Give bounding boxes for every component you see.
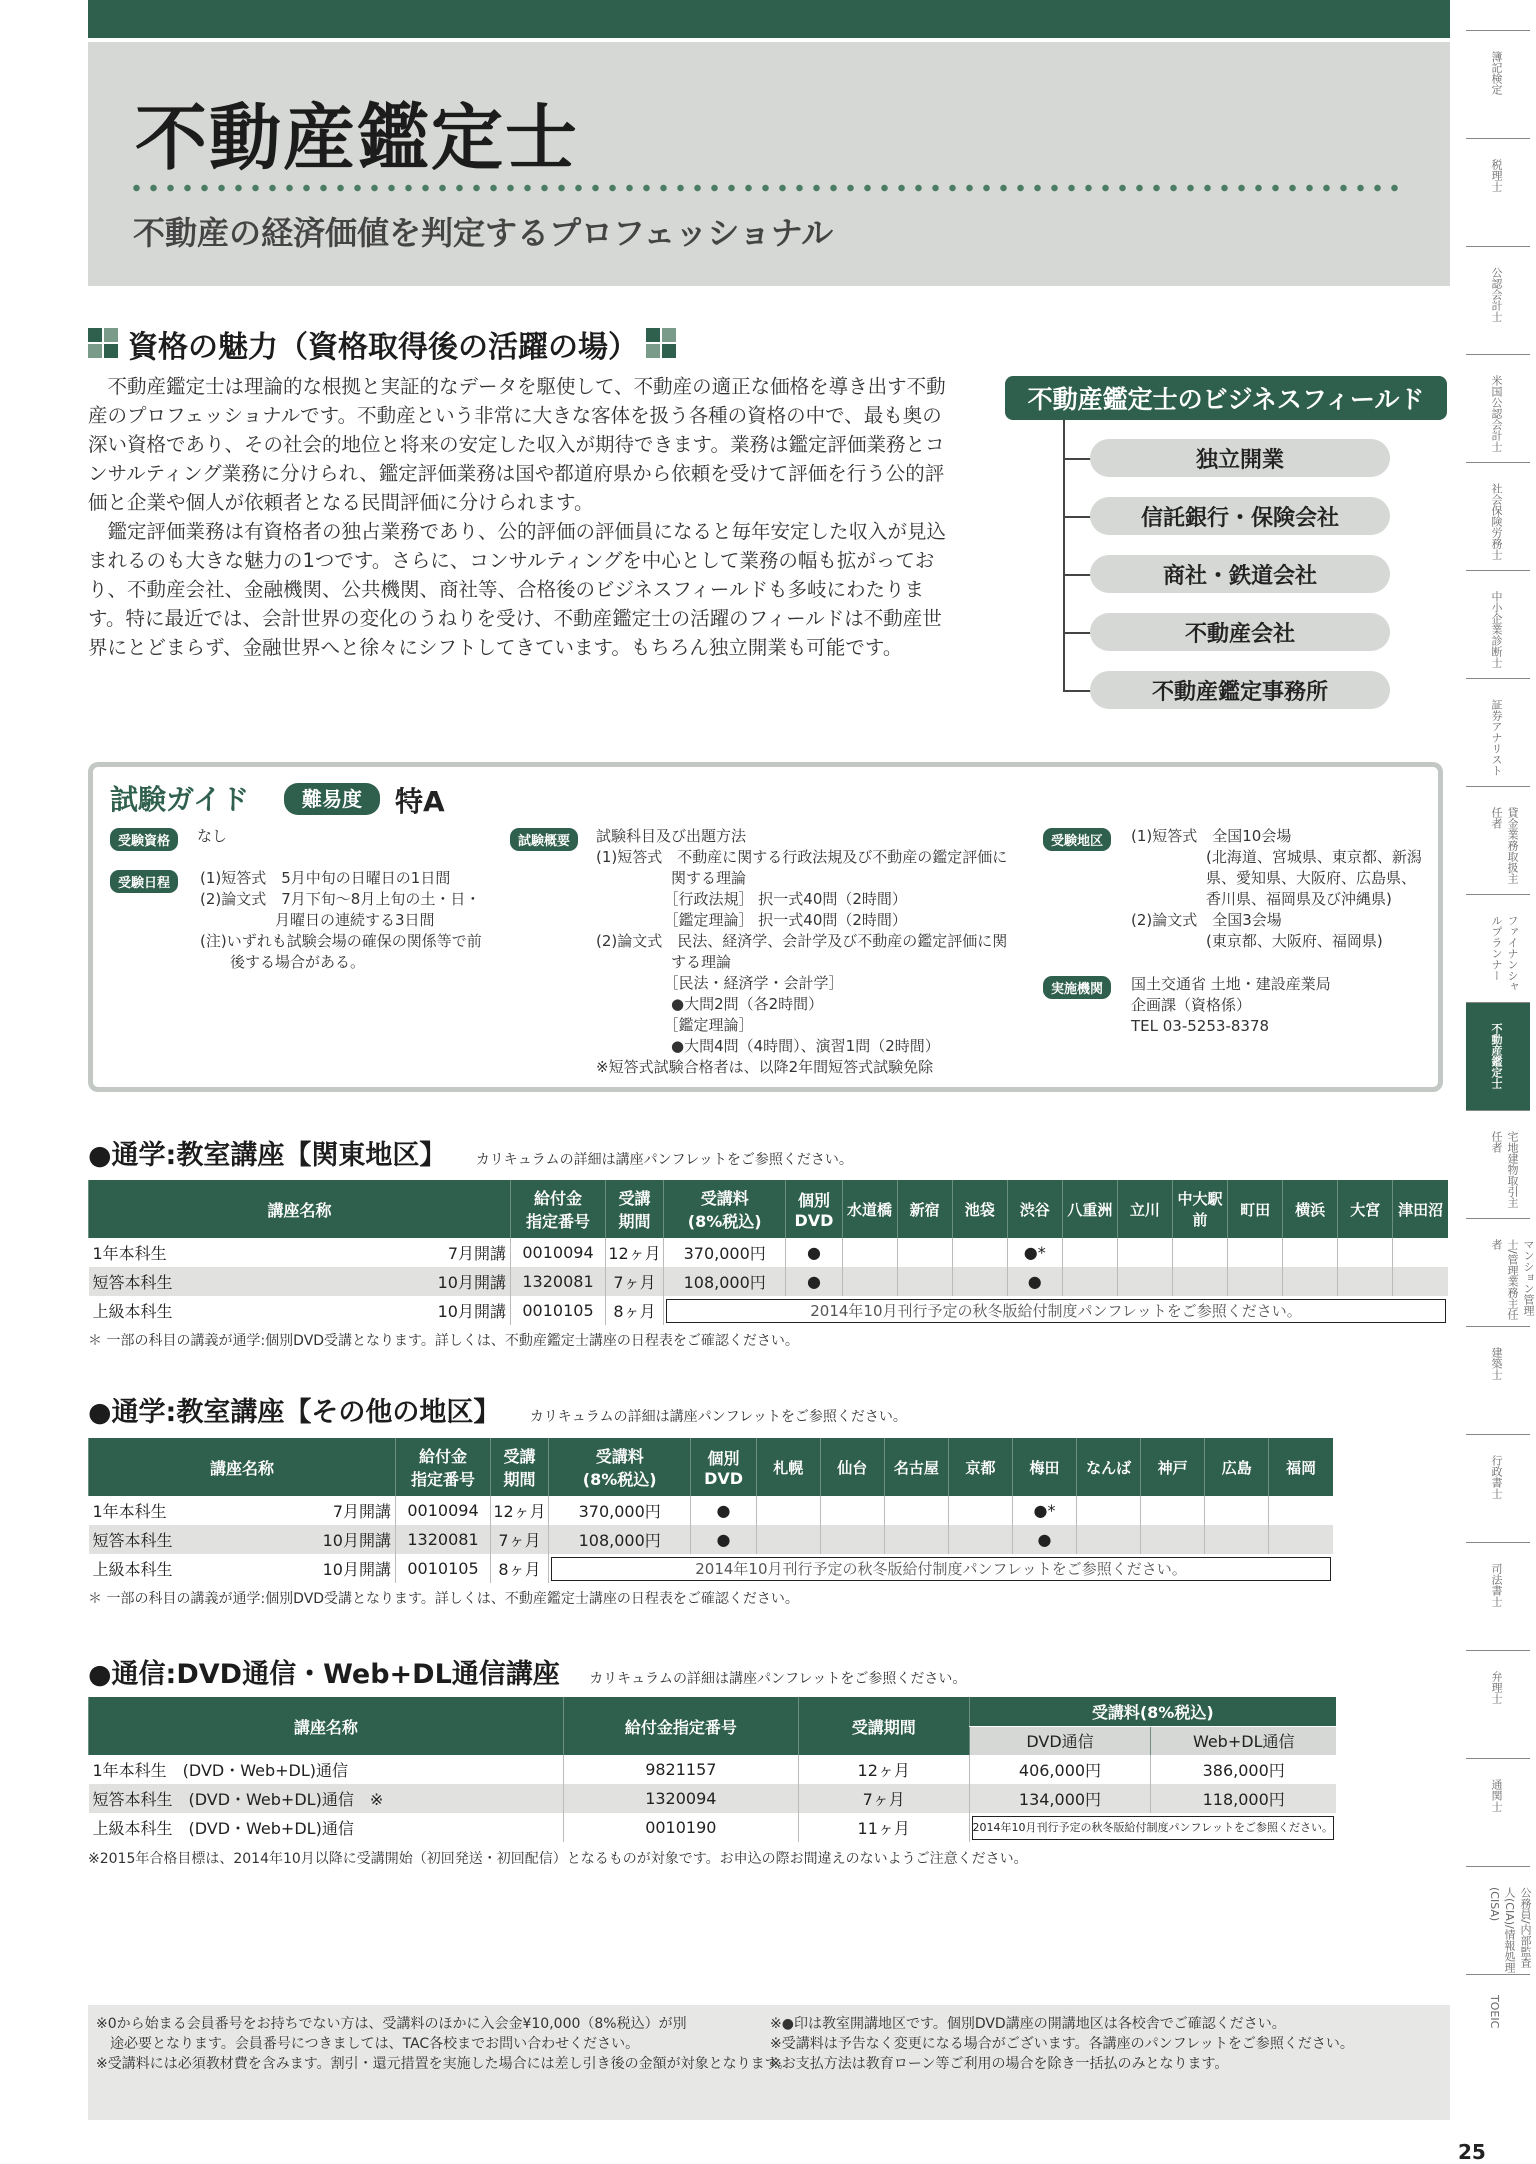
schedule-text: (1)短答式 5月中旬の日曜日の1日間 (2)論文式 7月下旬～8月上旬の土・日・ 月曜日の連続する3日間 (注)いずれも試験会場の確保の関係等で前 後する場合がある。 [200,869,482,971]
grant-code: 0010105 [396,1554,491,1583]
grant-code: 0010190 [563,1813,798,1842]
course-open-month: 7月開講 [447,1244,506,1263]
area-mark [1172,1267,1227,1296]
area-mark [884,1525,948,1554]
area-mark [1062,1238,1117,1267]
course-fee: 370,000円 [664,1238,786,1267]
business-field-item: 独立開業 [1090,439,1390,477]
outline-tag: 試験概要 [510,828,578,851]
page-number: 25 [1458,2140,1486,2164]
web-fee: 118,000円 [1151,1784,1336,1813]
grant-code: 0010105 [511,1296,606,1325]
sidebar-item[interactable] [1466,138,1530,246]
area-mark [952,1267,1007,1296]
kanto-heading-text: ●通学:教室講座【関東地区】 [88,1140,447,1171]
page-title: 不動産鑑定士 [135,96,580,180]
sidebar-item-label: 中小企業診断士 [1490,591,1503,668]
area-mark [897,1238,952,1267]
dvd-note: カリキュラムの詳細は講座パンフレットをご参照ください。 [589,1671,967,1687]
column-header: 個別 DVD [691,1438,756,1496]
course-period: 11ヶ月 [798,1813,969,1842]
column-header: 梅田 [1012,1438,1076,1496]
sidebar-item-label: TOEIC [1488,1995,1501,2029]
business-field-item: 不動産鑑定事務所 [1090,671,1390,709]
column-header: DVD通信 [969,1726,1151,1755]
column-header: 福岡 [1269,1438,1333,1496]
course-name: 上級本科生 [92,1560,173,1579]
span-note [549,1554,1334,1583]
business-field-item: 商社・鉄道会社 [1090,555,1390,593]
sidebar-item-label: 公務員/内部監査人(CIA)/情報処理(CISA) [1488,1887,1532,1973]
column-header: 大宮 [1338,1180,1393,1238]
column-header: 講座名称 [89,1697,564,1755]
exam-guide-title: 試験ガイド [110,783,250,816]
area-mark [1338,1267,1393,1296]
appeal-heading-text: 資格の魅力（資格取得後の活躍の場） [128,330,638,365]
column-header: 講座名称 [89,1180,511,1238]
column-header: 講座名称 [89,1438,396,1496]
sidebar-item[interactable] [1466,1866,1530,1974]
column-header: 渋谷 [1007,1180,1062,1238]
difficulty-label: 難易度 [284,783,380,815]
dvd-mark: ● [691,1525,756,1554]
sidebar-item-label: 公認会計士 [1490,267,1503,322]
course-period: 12ヶ月 [491,1496,549,1525]
sidebar-item[interactable] [1466,1326,1530,1434]
sidebar-item[interactable] [1466,1974,1530,2082]
dvd-fee: 134,000円 [969,1784,1151,1813]
column-header: 給付金指定番号 [563,1697,798,1755]
column-header: 水道橋 [842,1180,897,1238]
dvd-fee: 406,000円 [969,1755,1151,1784]
area-mark [756,1496,820,1525]
business-field-item: 不動産会社 [1090,613,1390,651]
sidebar-item[interactable] [1466,894,1530,1002]
column-header: 名古屋 [884,1438,948,1496]
sidebar-item-label: 不動産鑑定士 [1490,1023,1503,1089]
column-header: 京都 [948,1438,1012,1496]
dvd-mark: ● [786,1267,842,1296]
kanto-heading [88,1133,853,1172]
grant-code: 9821157 [563,1755,798,1784]
sidebar-item[interactable] [1466,1650,1530,1758]
sidebar-item-label: マンション管理士/管理業務主任者 [1490,1239,1535,1320]
organizer-text: 国土交通省 土地・建設産業局 企画課（資格係） TEL 03-5253-8378 [1131,975,1331,1035]
table-row [89,1525,1334,1554]
area-mark [1228,1238,1283,1267]
area-mark [952,1238,1007,1267]
area-mark [1172,1238,1227,1267]
column-header: なんば [1077,1438,1141,1496]
table-row [89,1554,1334,1583]
course-open-month: 10月開講 [322,1560,391,1579]
sidebar-item[interactable] [1466,354,1530,462]
course-fee: 370,000円 [549,1496,691,1525]
header-row [89,1438,1334,1496]
tree-line [1063,420,1065,690]
qualification-tag: 受験資格 [110,828,178,851]
area-mark [1269,1496,1333,1525]
sidebar-item-label: 宅地建物取引主任者 [1490,1131,1519,1208]
sidebar-item[interactable] [1466,570,1530,678]
tree-branch [1063,516,1093,518]
course-open-month: 7月開講 [332,1502,391,1521]
area-mark [884,1496,948,1525]
section-index-sidebar [1466,30,1535,2090]
course-open-month: 10月開講 [314,1267,510,1296]
tree-branch [1063,458,1093,460]
sidebar-item[interactable] [1466,1434,1530,1542]
column-header: 受講料 (8%税込) [549,1438,691,1496]
area-mark [897,1267,952,1296]
outline-text: 試験科目及び出題方法 (1)短答式 不動産に関する行政法規及び不動産の鑑定評価に 関する理論 ［行政法規］ 択一式40問（2時間） ［鑑定理論］ 択一式40問（2時間） (2)論文式 民法、経済学、会計学及び不動産の鑑定評価に関 する理論 ［民法・経済学・会計学］ ●大問2問（各2時間） ［鑑定理論］ ●大問4問（4時間）、演習1問（2時間） ※短答式試験合格者は、以降2年間短答式試験免除 [596,827,1008,1076]
business-field-title: 不動産鑑定士のビジネスフィールド [1005,376,1447,420]
area-mark: ●* [1012,1496,1076,1525]
area-mark [820,1496,884,1525]
tree-branch [1063,690,1093,692]
tree-branch [1063,632,1093,634]
area-mark [1283,1267,1338,1296]
area-mark [820,1525,884,1554]
difficulty-value: 特A [395,785,445,818]
sidebar-item-label: 簿記検定 [1490,51,1503,95]
area-mark [948,1496,1012,1525]
area-mark [1077,1496,1141,1525]
kanto-footnote: ＊ 一部の科目の講義が通学:個別DVD受講となります。詳しくは、不動産鑑定士講座の日程表をご確認ください。 [88,1333,799,1349]
grant-code: 0010094 [396,1496,491,1525]
sidebar-item-label: 貸金業務取扱主任者 [1490,807,1519,884]
dvd-mark: ● [786,1238,842,1267]
page-subtitle: 不動産の経済価値を判定するプロフェッショナル [133,214,834,252]
column-header: 八重洲 [1062,1180,1117,1238]
header-row [89,1180,1449,1238]
sidebar-item-label: 建築士 [1490,1347,1503,1380]
column-header: 受講料(8%税込) [969,1697,1336,1726]
area-tag: 受験地区 [1043,828,1111,851]
dvd-heading [88,1652,966,1691]
course-open-month: 10月開講 [252,1525,396,1554]
column-header: 池袋 [952,1180,1007,1238]
sidebar-item[interactable] [1466,1002,1530,1110]
course-fee: 108,000円 [664,1267,786,1296]
course-name: 上級本科生 (DVD・Web+DL)通信 [92,1819,354,1838]
sidebar-item[interactable] [1466,30,1530,138]
table-row [89,1755,1337,1784]
course-period: 8ヶ月 [606,1296,664,1325]
sidebar-item[interactable] [1466,1110,1530,1218]
course-name: 上級本科生 [92,1302,173,1321]
area-mark [1338,1238,1393,1267]
area-mark [1062,1267,1117,1296]
sidebar-item[interactable] [1466,1542,1530,1650]
other-footnote: ＊ 一部の科目の講義が通学:個別DVD受講となります。詳しくは、不動産鑑定士講座の日程表をご確認ください。 [88,1591,799,1607]
column-header: 受講期間 [798,1697,969,1755]
course-period: 12ヶ月 [606,1238,664,1267]
grant-code: 0010094 [511,1238,606,1267]
span-note-box: 2014年10月刊行予定の秋冬版給付制度パンフレットをご参照ください。 [666,1299,1446,1323]
appeal-heading [88,322,678,366]
table-row [89,1784,1337,1813]
column-header: 受講 期間 [606,1180,664,1238]
dvd-mark: ● [691,1496,756,1525]
kanto-table [88,1180,1448,1325]
sidebar-item[interactable] [1466,786,1530,894]
web-fee: 386,000円 [1151,1755,1336,1784]
course-name: 短答本科生 [89,1267,315,1296]
table-row [89,1496,1334,1525]
course-open-month: 10月開講 [437,1302,506,1321]
area-mark: ● [1007,1267,1062,1296]
dotted-divider [128,184,1408,192]
sidebar-item-label: 行政書士 [1490,1455,1503,1499]
table-row [89,1296,1449,1325]
kanto-note: カリキュラムの詳細は講座パンフレットをご参照ください。 [475,1152,853,1168]
course-name: 1年本科生 [92,1244,167,1263]
organizer-tag: 実施機関 [1043,976,1111,999]
sidebar-item-label: 司法書士 [1490,1563,1503,1607]
area-mark: ● [1012,1525,1076,1554]
column-header: 給付金 指定番号 [396,1438,491,1496]
column-header: 仙台 [820,1438,884,1496]
column-header: 中大駅前 [1172,1180,1227,1238]
tree-branch [1063,574,1093,576]
course-name: 1年本科生 (DVD・Web+DL)通信 [92,1761,348,1780]
column-header: 立川 [1117,1180,1172,1238]
table-row [89,1813,1337,1842]
column-header: 神戸 [1141,1438,1205,1496]
area-mark [1393,1238,1448,1267]
sidebar-item[interactable] [1466,462,1530,570]
table-row [89,1238,1449,1267]
sidebar-item-label: 税理士 [1490,159,1503,192]
area-mark [1117,1267,1172,1296]
column-header: 個別 DVD [786,1180,842,1238]
sidebar-item[interactable] [1466,1218,1535,1326]
column-header: 受講料 (8%税込) [664,1180,786,1238]
square-icon [646,328,678,360]
other-note: カリキュラムの詳細は講座パンフレットをご参照ください。 [529,1409,907,1425]
other-heading-text: ●通学:教室講座【その他の地区】 [88,1397,501,1428]
course-period: 8ヶ月 [491,1554,549,1583]
sidebar-item-label: 米国公認会計士 [1490,375,1503,452]
column-header: 給付金 指定番号 [511,1180,606,1238]
header-row [89,1697,1337,1726]
dvd-footnote: ※2015年合格目標は、2014年10月以降に受講開始（初回発送・初回配信）となるものが対象です。お申込の際お間違えのないようご注意ください。 [88,1851,1028,1867]
qualification-text: なし [197,827,228,845]
other-table [88,1438,1333,1583]
course-name: 短答本科生 [89,1525,252,1554]
column-header: 広島 [1205,1438,1269,1496]
appeal-paragraph: 鑑定評価業務は有資格者の独占業務であり、公的評価の評価員になると毎年安定した収入が見込まれるのも大きな魅力の1つです。さらに、コンサルティングを中心として業務の幅も拡がっており、不動産会社、金融機関、公共機関、商社等、合格後のビジネスフィールドも多岐にわたります。特に最近では、会計世界の変化のうねりを受け、不動産鑑定士の活躍のフィールドは不動産世界にとどまらず、金融世界へと徐々にシフトしてきています。もちろん独立開業も可能です。 [88,520,947,659]
course-period: 7ヶ月 [606,1267,664,1296]
course-fee: 108,000円 [549,1525,691,1554]
span-note-box: 2014年10月刊行予定の秋冬版給付制度パンフレットをご参照ください。 [551,1557,1331,1581]
area-mark [1205,1496,1269,1525]
column-header: 津田沼 [1393,1180,1448,1238]
area-mark [948,1525,1012,1554]
square-icon [88,328,120,360]
sidebar-item-label: 通関士 [1490,1779,1503,1812]
top-bar [88,0,1450,38]
table-row [89,1267,1449,1296]
area-mark [1141,1525,1205,1554]
course-period: 7ヶ月 [798,1784,969,1813]
course-period: 12ヶ月 [798,1755,969,1784]
sidebar-item[interactable] [1466,1758,1530,1866]
area-mark [1269,1525,1333,1554]
sidebar-item-label: 証券アナリスト [1490,699,1503,776]
column-header: Web+DL通信 [1151,1726,1336,1755]
schedule-tag: 受験日程 [110,870,178,893]
appeal-body [88,372,958,662]
other-heading [88,1390,907,1429]
area-mark [1141,1496,1205,1525]
area-mark [1117,1238,1172,1267]
area-mark [842,1267,897,1296]
area-mark [1283,1238,1338,1267]
sidebar-item[interactable] [1466,678,1530,786]
notes-left: ※0から始まる会員番号をお持ちでない方は、受講料のほかに入会金¥10,000（8%税込）が別 途必要となります。会員番号につきましては、TAC各校までお問い合わせください。 ※受講料には必須教材費を含みます。割引・還元措置を実施した場合には差し引き後の金額が対象となります。 [96,2016,792,2072]
span-note-box: 2014年10月刊行予定の秋冬版給付制度パンフレットをご参照ください。 [972,1816,1334,1840]
column-header: 町田 [1228,1180,1283,1238]
area-mark [1228,1267,1283,1296]
area-mark [1205,1525,1269,1554]
area-mark [842,1238,897,1267]
sidebar-item-label: 社会保険労務士 [1490,483,1503,560]
sidebar-item-label: 弁理士 [1490,1671,1503,1704]
column-header: 札幌 [756,1438,820,1496]
column-header: 受講 期間 [491,1438,549,1496]
sidebar-item-label: ファイナンシャルプランナー [1490,915,1519,992]
course-period: 7ヶ月 [491,1525,549,1554]
business-field-item: 信託銀行・保険会社 [1090,497,1390,535]
dvd-table [88,1697,1336,1842]
notes-right: ※●印は教室開講地区です。個別DVD講座の開講地区は各校舎でご確認ください。 ※受講料は予告なく変更になる場合がございます。各講座のパンフレットをご参照ください。 ※お支払方法は教育ローン等ご利用の場合を除き一括払のみとなります。 [770,2016,1354,2072]
course-name: 短答本科生 (DVD・Web+DL)通信 ※ [89,1784,564,1813]
grant-code: 1320081 [511,1267,606,1296]
span-note [969,1813,1336,1842]
column-header: 横浜 [1283,1180,1338,1238]
grant-code: 1320094 [563,1784,798,1813]
area-mark: ●* [1007,1238,1062,1267]
dvd-heading-text: ●通信:DVD通信・Web+DL通信講座 [88,1659,560,1690]
area-text: (1)短答式 全国10会場 (北海道、宮城県、東京都、新潟 県、愛知県、大阪府、広島県、 香川県、福岡県及び沖縄県) (2)論文式 全国3会場 (東京都、大阪府、福岡県) [1131,827,1422,950]
area-mark [756,1525,820,1554]
grant-code: 1320081 [396,1525,491,1554]
span-note [664,1296,1449,1325]
sidebar-item[interactable] [1466,246,1530,354]
area-mark [1077,1525,1141,1554]
area-mark [1393,1267,1448,1296]
column-header: 新宿 [897,1180,952,1238]
appeal-paragraph: 不動産鑑定士は理論的な根拠と実証的なデータを駆使して、不動産の適正な価格を導き出す不動産のプロフェッショナルです。不動産という非常に大きな客体を扱う各種の資格の中で、最も奥の深い資格であり、その社会的地位と将来の安定した収入が期待できます。業務は鑑定評価業務とコンサルティング業務に分けられ、鑑定評価業務は国や都道府県から依頼を受けて評価を行う公的評価と企業や個人が依頼者となる民間評価に分けられます。 [88,375,946,514]
course-name: 1年本科生 [92,1502,167,1521]
